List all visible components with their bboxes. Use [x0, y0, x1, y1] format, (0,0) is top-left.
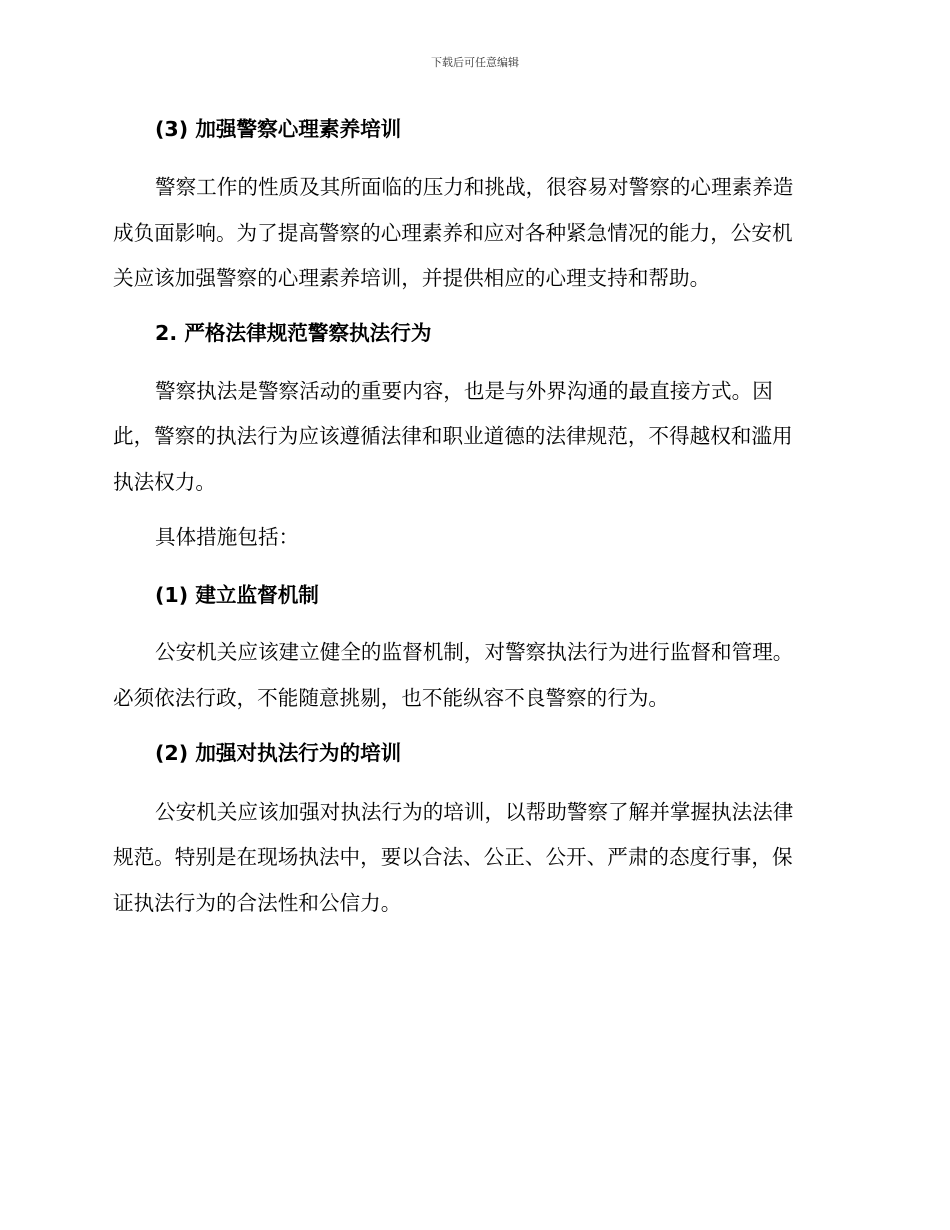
section-heading: 2. 严格法律规范警察执法行为: [155, 321, 432, 345]
paragraph-line: 公安机关应该建立健全的监督机制，对警察执法行为进行监督和管理。: [155, 640, 794, 664]
paragraph-line: 警察工作的性质及其所面临的压力和挑战，很容易对警察的心理素养造: [155, 175, 794, 199]
paragraph-line: 成负面影响。为了提高警察的心理素养和应对各种紧急情况的能力，公安机: [113, 221, 793, 245]
paragraph-line: 公安机关应该加强对执法行为的培训，以帮助警察了解并掌握执法法律: [155, 800, 794, 824]
paragraph-line: 证执法行为的合法性和公信力。: [113, 891, 402, 915]
paragraph-line: 执法权力。: [113, 470, 216, 494]
paragraph-line: 此，警察的执法行为应该遵循法律和职业道德的法律规范，不得越权和滥用: [113, 424, 793, 448]
paragraph-line: 具体措施包括：: [155, 525, 300, 549]
paragraph-line: 关应该加强警察的心理素养培训，并提供相应的心理支持和帮助。: [113, 266, 711, 290]
section-heading: (3) 加强警察心理素养培训: [155, 117, 402, 141]
paragraph-line: 必须依法行政，不能随意挑剔，也不能纵容不良警察的行为。: [113, 686, 670, 710]
section-heading: (1) 建立监督机制: [155, 583, 319, 607]
paragraph-line: 警察执法是警察活动的重要内容，也是与外界沟通的最直接方式。因: [155, 379, 773, 403]
page-header: 下载后可任意编辑: [431, 56, 519, 69]
section-heading: (2) 加强对执法行为的培训: [155, 741, 402, 765]
paragraph-line: 规范。特别是在现场执法中，要以合法、公正、公开、严肃的态度行事，保: [113, 845, 793, 869]
